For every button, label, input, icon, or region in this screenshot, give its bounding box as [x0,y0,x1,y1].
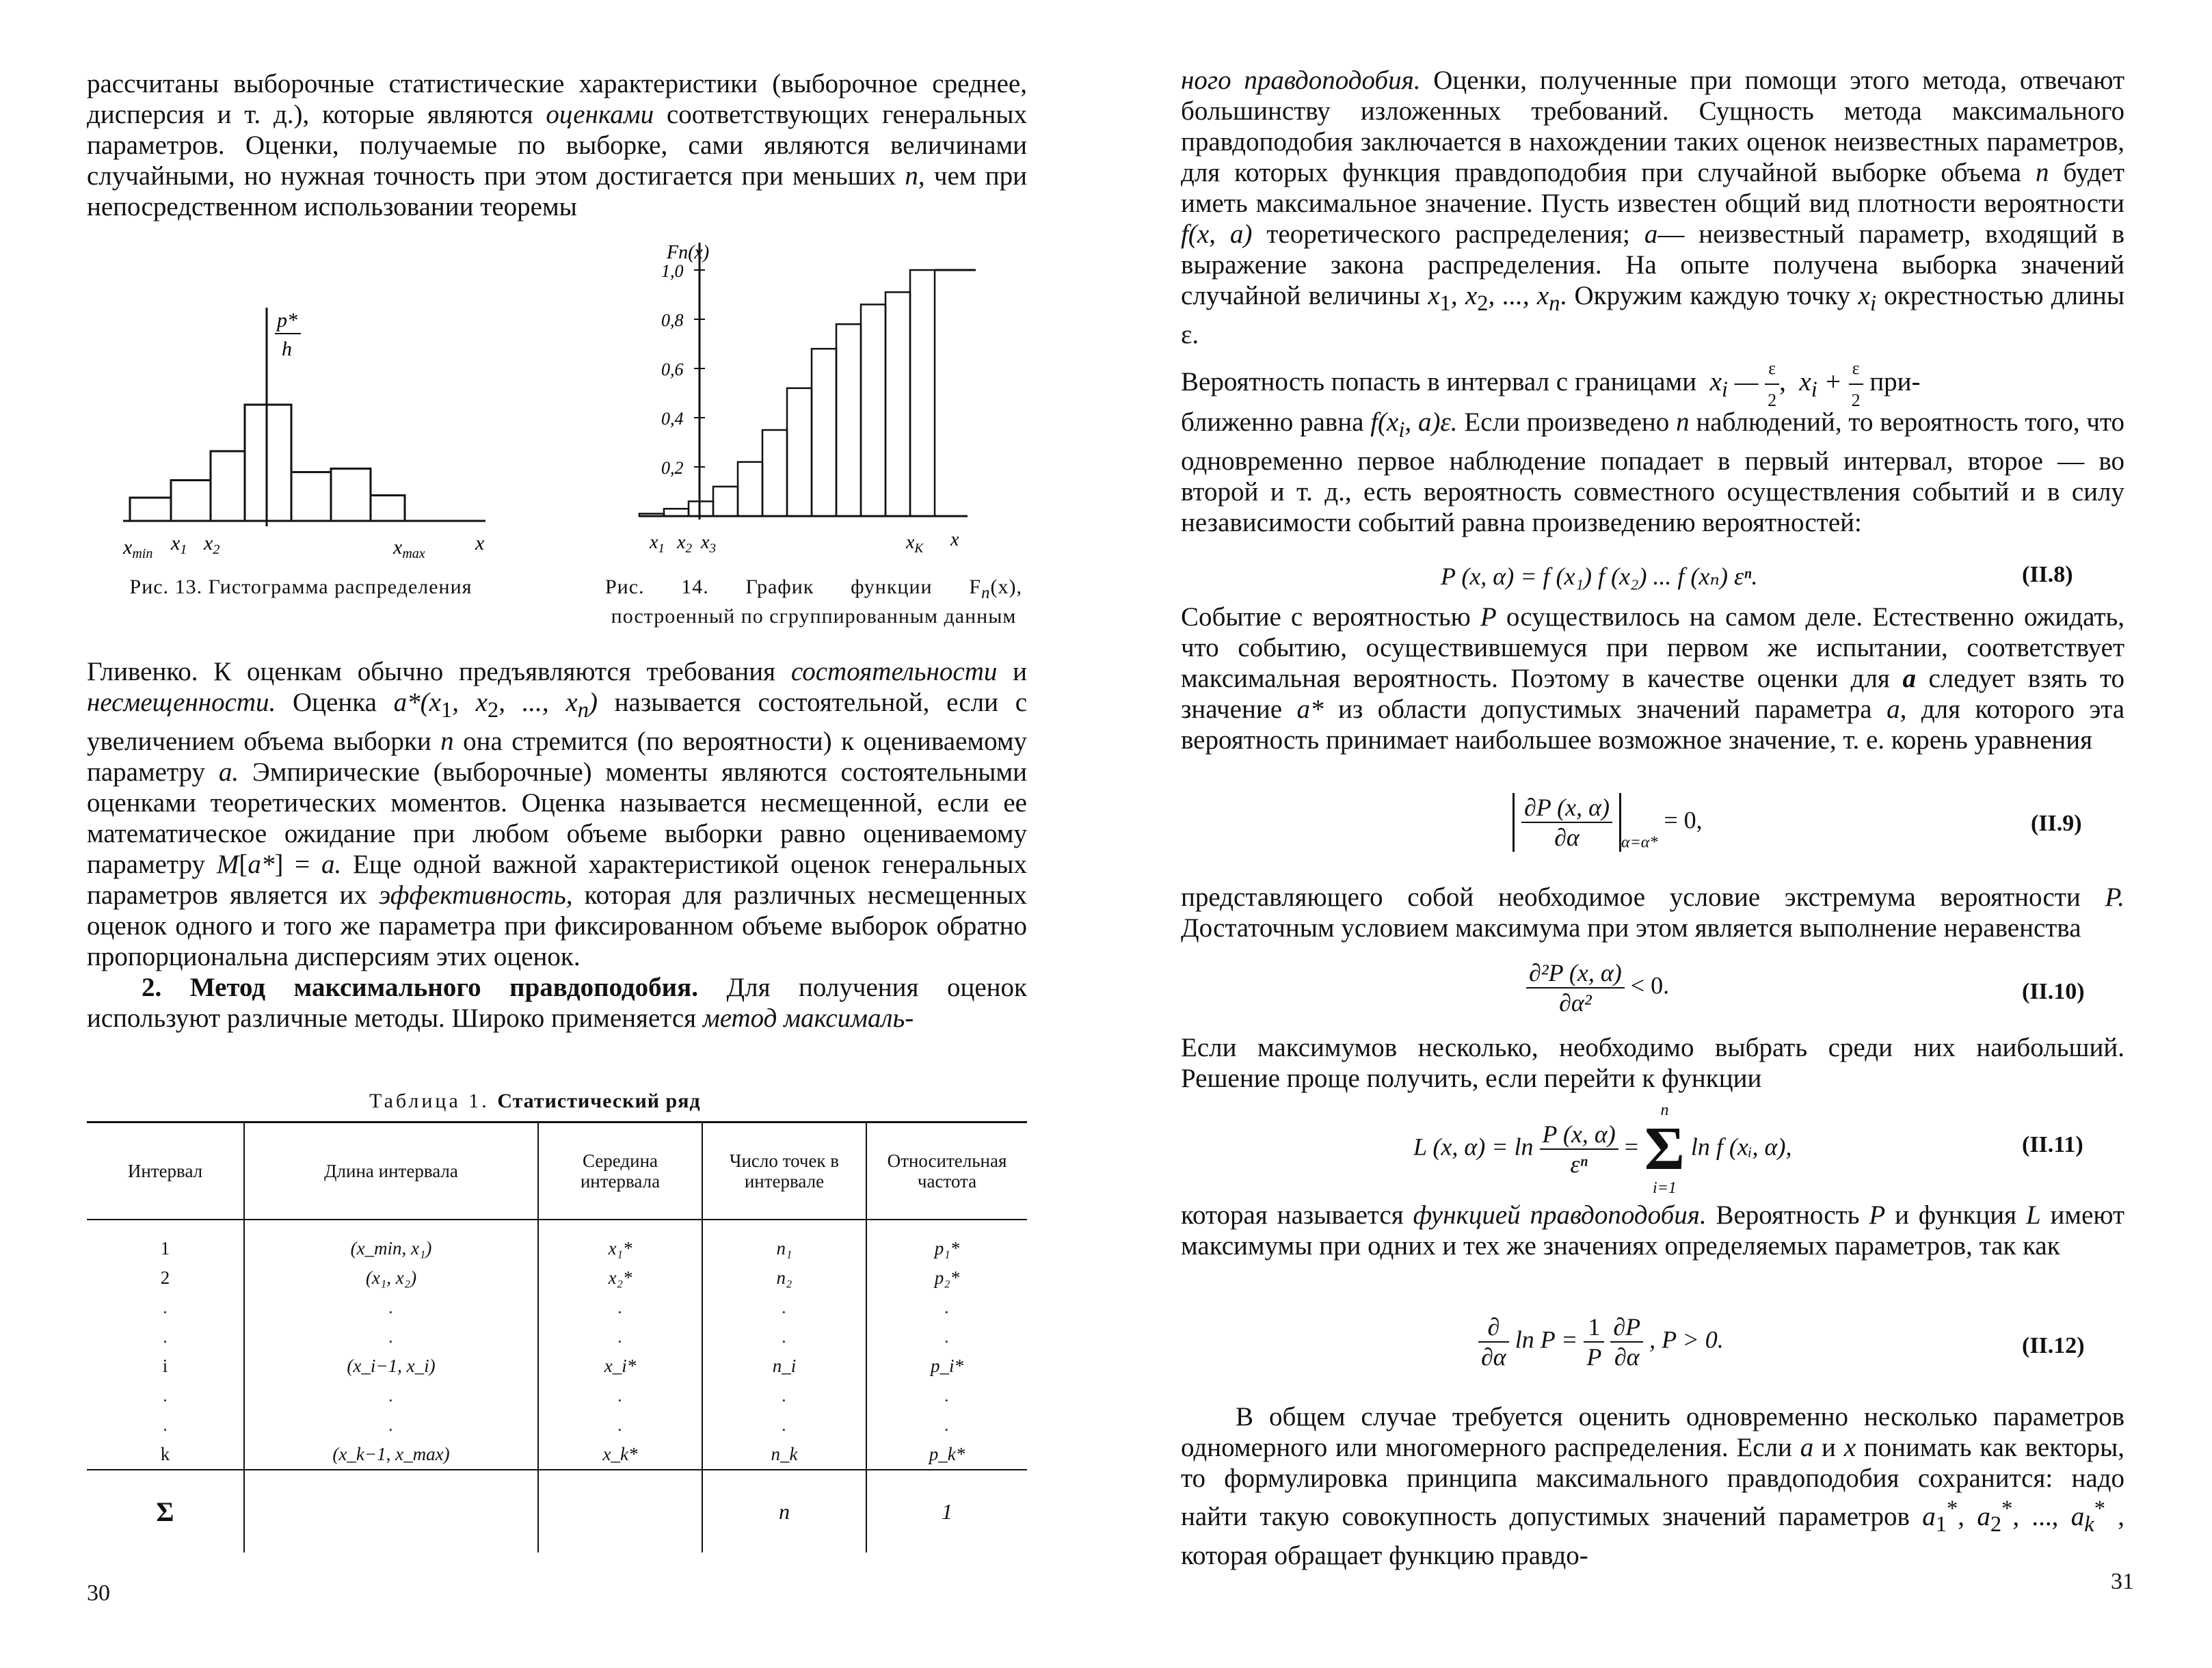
table-header: Число точек в интервале [702,1122,866,1220]
cdf-bar [713,487,738,516]
table-cell: . [244,1322,538,1351]
y-tick-label: 0,2 [661,458,684,478]
table-cell: p₂* [866,1263,1027,1293]
table-header: Длина интервала [244,1122,538,1220]
equation-number-II-11: (II.11) [2022,1132,2083,1157]
table-cell: (x_min, x₁) [244,1220,538,1263]
histogram-bar [245,405,291,521]
table-row [87,1381,1027,1410]
table-cell: p₁* [866,1220,1027,1263]
table-row [87,1322,1027,1351]
table-cell: . [538,1410,702,1440]
table-row [87,1440,1027,1470]
table-header: Середина интервала [538,1122,702,1220]
histogram-bar [331,469,371,522]
table-cell: p_i* [866,1351,1027,1381]
figure-13-caption: Рис. 13. Гистограмма распределения [129,576,472,598]
cdf-bar [689,501,713,516]
table-cell: n_k [702,1440,866,1470]
statistics-table [87,1121,1027,1552]
cdf-bar [910,270,935,516]
table-cell: k [87,1440,244,1470]
table-cell: . [538,1381,702,1410]
table-cell: . [866,1381,1027,1410]
table-cell: 1 [87,1220,244,1263]
figure-14-cdf [612,232,995,561]
fig13-x1: $x_1$ [171,532,187,557]
table-cell: . [87,1322,244,1351]
fig14-x3: $x_3$ [701,532,716,556]
table-row [87,1293,1027,1322]
table-cell: . [702,1322,866,1351]
table-sum-row [87,1470,1027,1552]
cdf-bar [664,509,689,516]
paragraph-general-case: В общем случае требуется оценить одновременно несколько параметров одномерного или многомерного распределения. Если a и x понимать как векторы, то формулировка принципа максимального правдоподобия сохранится: надо найти такую совокупность допустимых значений параметров $a_1^*$, $a_2^*$, ..., $a_k^*$ , которая обращает функцию правдо- [1181,1402,2125,1570]
table-cell: n₂ [702,1263,866,1293]
table-row [87,1220,1027,1263]
y-tick-label: 0,4 [661,409,684,429]
paragraph-method: 2. Метод максимального правдоподобия. Для получения оценок используют различные методы. Широко применяется метод максималь- [87,972,1027,1033]
equation-number-II-12: (II.12) [2022,1333,2085,1358]
table-cell: x₁* [538,1220,702,1263]
table-cell: n [702,1470,866,1552]
equation-II-12: $\frac{\partial}{\partial\alpha}$ ln P = $\frac{1}{P}$ $\frac{\partial P}{\partial\alpha}$ , P > 0. [1478,1313,1724,1371]
table-cell: x_i* [538,1351,702,1381]
table-cell: (x_i−1, x_i) [244,1351,538,1381]
table-cell: 2 [87,1263,244,1293]
page-number-right: 31 [2111,1569,2134,1594]
figure-13-histogram [103,301,513,561]
cdf-bar [762,430,787,516]
table-cell [538,1470,702,1552]
fig14-x1: $x_1$ [650,532,665,556]
table-row [87,1263,1027,1293]
cdf-bar [861,304,885,516]
cdf-bar [836,324,861,516]
table-cell: . [244,1381,538,1410]
table-cell [244,1470,538,1552]
table-title: Таблица 1. Статистический ряд [369,1090,701,1112]
cdf-bar [787,388,812,516]
fig14-x-axis-label: x [950,529,959,550]
y-tick-label: 0,8 [661,310,684,330]
y-tick-label: 1,0 [661,261,684,281]
table-cell: (x₁, x₂) [244,1263,538,1293]
fig13-xmin: $x_{min}$ [123,536,153,561]
equation-number-II-9: (II.9) [2031,811,2082,836]
paragraph-likelihood: которая называется функцией правдоподобия. Вероятность P и функция L имеют максимумы при одних и тех же значениях определяемых параметров, так как [1181,1200,2125,1261]
histogram-bar [130,498,171,521]
table-cell: . [702,1293,866,1322]
fig13-xmax: $x_{max}$ [393,536,425,561]
table-header: Интервал [87,1122,244,1220]
histogram-bar [171,481,211,522]
table-cell: . [87,1381,244,1410]
figure-14-caption: Рис. 14. График функции $F_n(x)$, построенный по сгруппированным данным [605,576,1022,628]
table-cell: p_k* [866,1440,1027,1470]
table-cell: . [538,1293,702,1322]
table-cell: n_i [702,1351,866,1381]
table-cell: (x_k−1, x_max) [244,1440,538,1470]
cdf-bar [812,349,836,516]
cdf-bar [639,513,664,516]
cdf-bar [738,462,762,516]
fig14-ylabel: Fn(x) [667,242,710,263]
table-cell: . [244,1293,538,1322]
histogram-bar [291,472,331,521]
table-cell: . [538,1322,702,1351]
equation-number-II-10: (II.10) [2022,979,2085,1004]
fig13-x2: $x_2$ [204,532,220,557]
table-cell: . [702,1381,866,1410]
table-row [87,1410,1027,1440]
equation-II-8: P (x, α) = f (x₁) f (x₂) ... f (xₙ) εⁿ. [1441,563,1758,590]
table-header: Относительная частота [866,1122,1027,1220]
fig14-x2: $x_2$ [677,532,692,556]
paragraph-extremum: представляющего собой необходимое условие экстремума вероятности P. Достаточным условием максимума при этом является выполнение неравенства [1181,883,2125,943]
right-page [1106,0,2212,1668]
paragraph-maxima: Если максимумов несколько, необходимо выбрать среди них наибольший. Решение проще получить, если перейти к функции [1181,1033,2124,1093]
table-cell: x_k* [538,1440,702,1470]
table-row [87,1351,1027,1381]
equation-II-11: L (x, α) = ln $\frac{P (x, \alpha)}{\text{εⁿ}}$ = n Σ i=1 ln f (xᵢ, α), [1413,1101,1792,1197]
histogram-bar [211,451,245,521]
equation-number-II-8: (II.8) [2022,562,2073,587]
page-number-left: 30 [87,1580,110,1606]
paragraph-event: Событие с вероятностью P осуществилось на самом деле. Естественно ожидать, что событию, осуществившемуся при первом же испытании, соответствует максимальная вероятность. Поэтому в качестве оценки для a следует взять то значение a* из области допустимых значений параметра a, для которого эта вероятность принимает наибольшее возможное значение, т. е. корень уравнения [1181,602,2125,755]
table-cell: . [702,1410,866,1440]
table-cell: . [87,1293,244,1322]
table-cell: . [87,1410,244,1440]
cdf-bar [885,292,910,516]
table-cell: . [866,1322,1027,1351]
interval-line: Вероятность попасть в интервал с границами $x_i$ — $\frac{\varepsilon}{2}$ , $x_i$ + $\frac{\varepsilon}{2}$ при- [1181,353,2124,416]
table-cell: Σ [87,1470,244,1552]
histogram-bar [371,496,405,521]
table-cell: x₂* [538,1263,702,1293]
table-cell: 1 [866,1470,1027,1552]
equation-II-10: $\frac{\text{∂²P (x, α)}}{\text{∂α²}}$ < 0. [1526,958,1669,1017]
table-cell: . [866,1410,1027,1440]
fig14-xk: $x_K$ [906,532,924,556]
fig13-x-axis-label: x [475,532,485,554]
section-heading: 2. Метод максимального правдоподобия. [142,972,698,1002]
table-cell: i [87,1351,244,1381]
paragraph-estimates: Гливенко. К оценкам обычно предъявляются требования состоятельности и несмещенности. Оценка $a*(x_1$, $x_2$, ..., $x_n$) называется состоятельной, если с увеличением объема выборки n она стремится (по вероятности) к оцениваемому параметру a. Эмпирические (выборочные) моменты являются состоятельными оценками теоретических моментов. Оценка называется несмещенной, если ее математическое ожидание при любом объеме выборки равно оцениваемому параметру M[a*] = a. Еще одной важной характеристикой оценок генеральных параметров является их эффективность, которая для различных несмещенных оценок одного и того же параметра при фиксированном объеме выборок обратно пропорциональна дисперсиям этих оценок. 2. Метод максимального правдоподобия. Для получения оценок используют различные методы. Широко применяется метод максималь- [87,657,1028,1033]
fig13-ylabel-num: p* [277,309,297,332]
table-cell: . [866,1293,1027,1322]
paragraph-top: рассчитаны выборочные статистические характеристики (выборочное среднее, дисперсия и т. д.), которые являются оценками соответствующих генеральных параметров. Оценки, получаемые по выборке, сами являются величинами случайными, но нужная точность при этом достигается при меньших n, чем при непосредственном использовании теоремы [87,69,1028,221]
equation-II-9: $\frac{\partial P (x, \alpha)}{\partial\alpha}$ $_{\alpha=\alpha*}$ = 0, [1513,793,1703,852]
y-tick-label: 0,6 [661,360,684,379]
table-cell: . [244,1410,538,1440]
paragraph-ml-method: ного правдоподобия. Оценки, полученные при помощи этого метода, отвечают большинству изложенных требований. Сущность метода максимального правдоподобия заключается в нахождении таких оценок неизвестных параметров, для которых функция правдоподобия при случайной выборке объема n будет иметь максимальное значение. Пусть известен общий вид плотности вероятности f(x, a) теоретического распределения; a— неизвестный параметр, входящий в выражение закона распределения. На опыте получена выборка значений случайной величины $x_1$, $x_2$, ..., $x_n$. Окружим каждую точку $x_i$ окрестностью длины ε. [1181,66,2125,349]
table-cell: n₁ [702,1220,866,1263]
paragraph-product: ближенно равна $f(x_i$, a)ε. Если произведено n наблюдений, то вероятность того, что одновременно первое наблюдение попадает в первый интервал, второе — во второй и т. д., есть вероятность совместного осуществления событий и в силу независимости событий равна произведению вероятностей: [1181,407,2125,537]
fig13-ylabel-den: h [282,338,292,360]
